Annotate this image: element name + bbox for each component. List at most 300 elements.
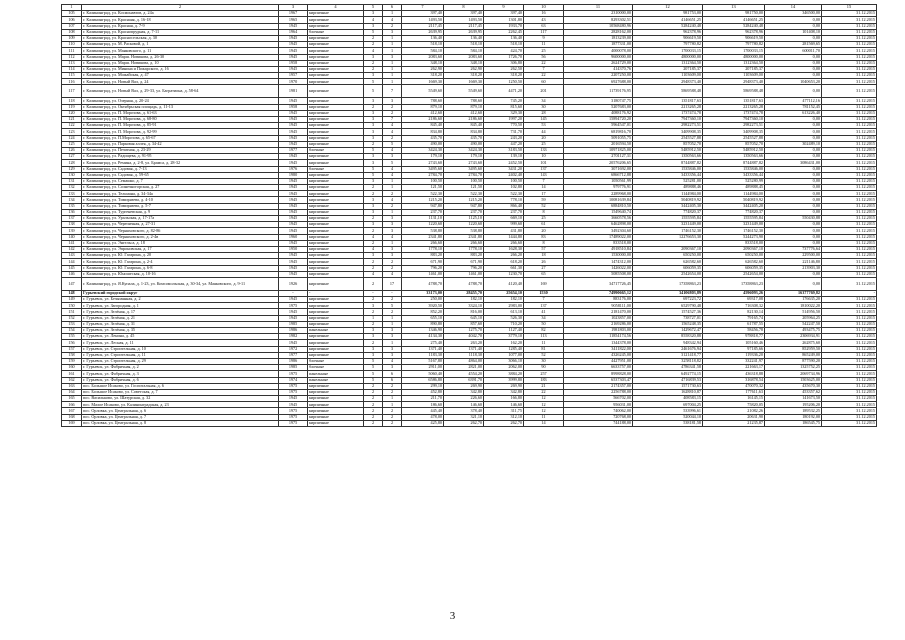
table-cell: 1975 (279, 371, 308, 377)
table-cell: 1 (383, 11, 402, 17)
table-cell: г. Калининград, ул. Черепичная, д. 27-31 (82, 222, 279, 228)
table-cell: 1970 (279, 79, 308, 85)
table-cell: 2701127,31 (564, 154, 633, 160)
table-cell: 2 (364, 321, 383, 327)
table-cell: 1285,40 (484, 346, 524, 352)
table-cell: 0,00 (765, 172, 822, 178)
table-cell: кирпичные (308, 303, 364, 309)
table-cell: 139,10 (484, 154, 524, 160)
table-cell: 981750,00 (703, 11, 765, 17)
table-cell: г. Калининград, ул. Можайская, д. 47 (82, 73, 279, 79)
table-cell: 3424,30 (402, 147, 444, 153)
table-cell: 262875,60 (765, 340, 822, 346)
table-cell: 12276653,30 (633, 234, 703, 240)
table-cell: 31.12.2015 (822, 383, 877, 389)
table-cell: 168 (62, 414, 82, 420)
table-cell: 470070,32 (703, 383, 765, 389)
table-cell: 1945 (279, 123, 308, 129)
table-cell: 8558320,88 (633, 334, 703, 340)
table-cell: 1746152,30 (633, 228, 703, 234)
table-cell: 237,70 (484, 209, 524, 215)
column-header: 3 (279, 5, 308, 11)
column-header: 5 (364, 5, 383, 11)
table-cell: 155 (62, 334, 82, 340)
table-cell: 1127,40 (484, 328, 524, 334)
table-cell: 4786341,58 (633, 365, 703, 371)
table-cell: кирпичные (308, 172, 364, 178)
table-cell: 114 (62, 66, 82, 72)
table-cell: 179,10 (444, 154, 484, 160)
table-cell: кирпичные (308, 246, 364, 252)
table-cell: 74990665,12 (564, 290, 633, 296)
housing-register-table (61, 4, 877, 427)
table-cell: 31.12.2015 (822, 60, 877, 66)
table-cell: 542247,50 (765, 321, 822, 327)
table-cell: 31.12.2015 (822, 408, 877, 414)
table-cell: 816,00 (444, 309, 484, 315)
table-cell: 514956,50 (765, 309, 822, 315)
table-cell: 22 (524, 389, 564, 395)
table-cell: 117 (524, 29, 564, 35)
table-cell: 788,60 (402, 98, 444, 104)
table-cell: 778,10 (484, 197, 524, 203)
table-cell: г. Калининград, ул. Печатная, д. 23-29 (82, 147, 279, 153)
page-number: 3 (449, 610, 456, 622)
table-cell: 4 (383, 172, 402, 178)
table-cell: 9058111,00 (564, 303, 633, 309)
table-cell: 31.12.2015 (822, 117, 877, 123)
column-header: 7 (402, 5, 444, 11)
table-cell: 1312364,50 (703, 60, 765, 66)
table-cell: 526,30 (484, 315, 524, 321)
table-cell: 5085508,00 (564, 271, 633, 277)
table-cell: г. Калининград, ул. Минина и Пожарского, д. 16 (82, 66, 279, 72)
table-cell: г. Гурьевск, ул. Зелёная, д. 17 (82, 309, 279, 315)
table-cell: 1945 (279, 222, 308, 228)
table-cell: 146,60 (444, 402, 484, 408)
table-cell: 115 (62, 73, 82, 79)
table-cell: 1986 (279, 358, 308, 364)
table-cell: 262,90 (444, 66, 484, 72)
table-cell: 146 (62, 271, 82, 277)
table-cell: кирпичные (308, 123, 364, 129)
table-cell: 1493,50 (402, 17, 444, 23)
table-cell: 125 (62, 141, 82, 147)
table-cell: г. Гурьевск, ул. Фабричная, д. 2 (82, 365, 279, 371)
table-cell: 1346,90 (402, 328, 444, 334)
table-cell: 144 (62, 259, 82, 265)
table-cell: 169 (62, 420, 82, 426)
table-cell: кирпичные (308, 73, 364, 79)
table-cell: 2 (364, 240, 383, 246)
table-cell: 1 (364, 315, 383, 321)
table-cell: 250,00 (402, 297, 444, 303)
table-cell: 10568480,96 (564, 23, 633, 29)
table-cell: 2 (364, 216, 383, 222)
table-cell: 3 (383, 253, 402, 259)
table-cell: 151 (62, 309, 82, 315)
table-cell: 321,10 (444, 414, 484, 420)
table-cell: 550430,88 (765, 216, 822, 222)
table-cell: 107 (62, 23, 82, 29)
table-cell: 100,50 (444, 178, 484, 184)
table-cell: 31.12.2015 (822, 402, 877, 408)
table-cell: 1945 (279, 141, 308, 147)
table-cell: 5 (364, 172, 383, 178)
table-cell: 3 (383, 216, 402, 222)
table-cell: 31.12.2015 (822, 222, 877, 228)
table-cell: 4 (383, 147, 402, 153)
table-cell: 14 (524, 185, 564, 191)
table-cell: 1 (383, 66, 402, 72)
table-cell: 3 (364, 346, 383, 352)
table-cell: 6 (383, 377, 402, 383)
table-cell: 4 (383, 197, 402, 203)
table-cell: г. Калининград, ул. Ремина, д. 2-8, ул. Брамса, д. 28-32 (82, 160, 279, 166)
table-cell: 3 (364, 253, 383, 259)
table-cell: 2174357,00 (564, 383, 633, 389)
table-cell: 2639,95 (402, 29, 444, 35)
table-cell: 0,00 (765, 35, 822, 41)
table-cell: 1945 (279, 259, 308, 265)
table-cell: 2 (364, 35, 383, 41)
table-cell: 1628810,87 (633, 389, 703, 395)
table-cell: 31.12.2015 (822, 135, 877, 141)
table-cell: 650250,00 (703, 253, 765, 259)
table-cell: 1371,40 (444, 346, 484, 352)
table-cell: 52 (524, 352, 564, 358)
table-cell: 105160,46 (703, 340, 765, 346)
table-cell: г. Гурьевск, ул. Строительная, д. 10 (82, 346, 279, 352)
table-cell: Гурьевский городской округ (82, 290, 279, 296)
table-cell: 2784,70 (402, 172, 444, 178)
table-cell: 16 (524, 11, 564, 17)
table-cell: 2 (383, 414, 402, 420)
table-cell: 138 (62, 222, 82, 228)
table-cell: кирпичные (308, 178, 364, 184)
table-cell: г. Калининград, ул. Садовая, д. 7-13 (82, 166, 279, 172)
table-cell: 140 (62, 234, 82, 240)
table-cell: 11 (524, 414, 564, 420)
table-cell: 176635,20 (765, 297, 822, 303)
table-cell: 11739176,95 (564, 85, 633, 98)
table-cell: - (308, 290, 364, 296)
table-cell: 431,80 (484, 228, 524, 234)
table-cell: 31.12.2015 (822, 259, 877, 265)
table-cell: 8293302,51 (564, 17, 633, 23)
table-cell: кирпичные (308, 209, 364, 215)
table-cell: 120 (62, 110, 82, 116)
table-cell: 213903,30 (765, 265, 822, 271)
table-cell: 8744887,82 (703, 160, 765, 166)
table-cell: 1985 (279, 365, 308, 371)
table-cell: 2256788,00 (564, 389, 633, 395)
column-header: 6 (383, 5, 402, 11)
table-cell: 2090367,10 (703, 246, 765, 252)
table-cell: 5 (364, 29, 383, 35)
table-cell: 3 (364, 197, 383, 203)
table-cell: кирпичные (308, 334, 364, 340)
table-cell: 97185,66 (703, 346, 765, 352)
table-cell: 731,70 (484, 129, 524, 135)
table-cell: 1426022,00 (564, 265, 633, 271)
table-cell: 1250,50 (484, 79, 524, 85)
table-cell: 2 (364, 414, 383, 420)
table-cell: 4326245,00 (564, 352, 633, 358)
table-cell: 883,20 (444, 253, 484, 259)
table-cell: 262,70 (444, 420, 484, 426)
table-cell: 877590,20 (765, 358, 822, 364)
table-cell: 10971825,00 (564, 147, 633, 153)
table-cell: 716308,32 (703, 303, 765, 309)
table-cell: 1945 (279, 98, 308, 104)
table-cell: пос. Орловка, ул. Центральная, д. 7 (82, 414, 279, 420)
table-cell: г. Калининград, ул. Радищева, д. 91-95 (82, 154, 279, 160)
table-cell: 150 (62, 303, 82, 309)
table-cell: 4042,70 (444, 334, 484, 340)
table-cell: 2310000,00 (564, 11, 633, 17)
table-cell: 31.12.2015 (822, 389, 877, 395)
table-cell: 31.12.2015 (822, 303, 877, 309)
table-cell: 1444,80 (484, 234, 524, 240)
table-cell: 136,40 (444, 35, 484, 41)
table-cell: 266,60 (484, 240, 524, 246)
table-cell: 31.12.2015 (822, 191, 877, 197)
table-cell: 31.12.2015 (822, 123, 877, 129)
column-header: 14 (765, 5, 822, 11)
table-cell: 4088176,92 (564, 110, 633, 116)
table-cell: 137 (524, 303, 564, 309)
table-cell: - (383, 290, 402, 296)
table-cell: 2828162,00 (564, 29, 633, 35)
table-cell: 4 (383, 358, 402, 364)
table-cell: 101 (524, 160, 564, 166)
table-cell: 1628,30 (484, 246, 524, 252)
table-cell: 3 (383, 54, 402, 60)
table-cell: 566702,00 (564, 396, 633, 402)
table-cell: 1945 (279, 42, 308, 48)
table-cell: 318,20 (444, 73, 484, 79)
table-cell: 2 (364, 66, 383, 72)
table-cell: 2 (383, 135, 402, 141)
table-cell: кирпичные (308, 277, 364, 290)
table-cell: 3231449,00 (703, 222, 765, 228)
table-cell: 108 (62, 29, 82, 35)
table-cell: 2784,70 (444, 172, 484, 178)
table-cell: 1958 (279, 60, 308, 66)
table-cell: 1350563,66 (703, 154, 765, 160)
table-cell: 342,80 (444, 389, 484, 395)
table-cell: блочные (308, 166, 364, 172)
table-cell: 5284240,48 (633, 23, 703, 29)
table-cell: 243,20 (484, 135, 524, 141)
table-cell: 3 (364, 334, 383, 340)
table-cell: кирпичные (308, 420, 364, 426)
table-cell: 31.12.2015 (822, 23, 877, 29)
table-cell: 3920,50 (402, 303, 444, 309)
table-cell: 5485912,50 (703, 147, 765, 153)
table-cell: 0,00 (765, 60, 822, 66)
table-cell: 2948373,40 (633, 79, 703, 85)
table-cell: 31.12.2015 (822, 85, 877, 98)
table-cell: 28455,70 (444, 290, 484, 296)
table-cell: 1945 (279, 178, 308, 184)
table-cell: 128 (62, 160, 82, 166)
table-cell: 1118,30 (444, 352, 484, 358)
table-cell: 2402,40 (484, 172, 524, 178)
table-cell: 2289968,00 (564, 191, 633, 197)
table-cell: 1945 (279, 154, 308, 160)
table-cell: 0,00 (765, 123, 822, 129)
table-cell: 518,10 (484, 42, 524, 48)
table-cell: 1571730,63 (633, 383, 703, 389)
table-cell: 132 (62, 185, 82, 191)
table-cell: 156 (62, 340, 82, 346)
table-cell: 136 (62, 209, 82, 215)
table-cell: 159 (62, 358, 82, 364)
table-cell: 110 (62, 42, 82, 48)
table-cell: 1 (383, 73, 402, 79)
table-cell: 796,20 (402, 265, 444, 271)
table-cell: 152 (62, 315, 82, 321)
table-cell: 1986 (279, 328, 308, 334)
table-cell: 1975 (279, 303, 308, 309)
table-cell: 3492304,60 (564, 228, 633, 234)
table-cell: 522,30 (484, 191, 524, 197)
table-cell: 7 (524, 66, 564, 72)
table-cell: 12 (524, 396, 564, 402)
table-cell: 645,10 (444, 315, 484, 321)
table-cell: 1275,70 (444, 328, 484, 334)
table-cell: 2743,60 (444, 160, 484, 166)
table-cell: 518,10 (402, 42, 444, 48)
table-cell: 2 (383, 191, 402, 197)
table-cell: 145 (62, 265, 82, 271)
table-cell: 3442405,20 (703, 203, 765, 209)
table-cell: 397,40 (444, 11, 484, 17)
table-cell: 2 (383, 389, 402, 395)
table-cell: 21082,26 (703, 408, 765, 414)
table-cell: 5284240,48 (703, 23, 765, 29)
table-cell: 3066,10 (484, 358, 524, 364)
table-cell: 31.12.2015 (822, 420, 877, 426)
table-cell: 883176,00 (564, 297, 633, 303)
table-cell: 2545527,88 (633, 135, 703, 141)
table-cell: г. Калининград, ул. Новый Вал, д. 29-33, ул. Багратиона, д. 58-64 (82, 85, 279, 98)
table-cell: 2083,60 (444, 54, 484, 60)
table-cell: 834,80 (402, 129, 444, 135)
table-cell: 316878,54 (703, 377, 765, 383)
table-cell: 1 (383, 35, 402, 41)
table-cell: 2169286,00 (564, 321, 633, 327)
table-cell: 1351817,63 (633, 98, 703, 104)
table-cell: 3779,10 (484, 334, 524, 340)
table-cell: 189532,25 (765, 408, 822, 414)
table-cell: 348,10 (402, 60, 444, 66)
table-cell: 650250,00 (633, 253, 703, 259)
table-cell: 1 (383, 240, 402, 246)
table-cell: 397,40 (484, 11, 524, 17)
table-cell: кирпичные (308, 48, 364, 54)
table-cell: 31.12.2015 (822, 147, 877, 153)
table-cell: 1877331,00 (564, 42, 633, 48)
table-cell: 6819816,70 (564, 129, 633, 135)
table-cell: 237,70 (444, 209, 484, 215)
table-cell: 852959,50 (765, 346, 822, 352)
table-cell: 266,60 (444, 240, 484, 246)
table-cell: 20631,90 (703, 414, 765, 420)
table-cell: кирпичные (308, 79, 364, 85)
table-cell: 6391,70 (444, 377, 484, 383)
table-cell: 1945 (279, 240, 308, 246)
table-cell: г. Калининград, ул. Марш. Новикова, д. 26-30 (82, 54, 279, 60)
table-cell: 16377769,82 (765, 290, 822, 296)
table-cell: 606059,35 (703, 265, 765, 271)
table-cell: 1926 (279, 277, 308, 290)
table-cell: 1945 (279, 135, 308, 141)
table-cell: панельные (308, 371, 364, 377)
table-cell: 5 (364, 85, 383, 98)
table-cell: 1 (383, 315, 402, 321)
table-cell: 31.12.2015 (822, 334, 877, 340)
table-cell: 4 (383, 17, 402, 23)
table-cell: 1945 (279, 110, 308, 116)
table-cell: 2083,60 (402, 54, 444, 60)
table-cell: 1778,10 (444, 246, 484, 252)
table-cell: 1220,60 (444, 222, 484, 228)
table-cell: 1312364,50 (633, 60, 703, 66)
table-cell: 100,50 (402, 178, 444, 184)
table-cell: 135 (62, 203, 82, 209)
table-cell: г. Калининград, ул. Краснопрудная, д. 7-11 (82, 29, 279, 35)
table-cell: 143 (62, 253, 82, 259)
table-cell: 0,00 (765, 73, 822, 79)
table-cell: 2341,80 (444, 234, 484, 240)
table-cell: 424,70 (484, 48, 524, 54)
table-cell: 31.12.2015 (822, 178, 877, 184)
table-cell: 613,10 (484, 309, 524, 315)
table-cell: 3 (364, 23, 383, 29)
table-cell: г. Калининград, ул. Черняховского, д. 82-86 (82, 228, 279, 234)
table-cell: 738727,01 (633, 315, 703, 321)
table-cell: 490,00 (444, 141, 484, 147)
table-cell: 879,10 (402, 104, 444, 110)
table-cell: 3 (364, 73, 383, 79)
table-cell: 2 (364, 389, 383, 395)
table-cell: 1945 (279, 216, 308, 222)
table-cell: 2461676,94 (633, 346, 703, 352)
table-cell: 31.12.2015 (822, 54, 877, 60)
table-cell: 163 (62, 383, 82, 389)
table-cell: 1945 (279, 297, 308, 303)
table-cell: 412,60 (444, 110, 484, 116)
table-cell: 4788,70 (444, 277, 484, 290)
table-cell: 1945 (279, 48, 308, 54)
table-cell: кирпичные (308, 104, 364, 110)
table-cell: 3 (383, 352, 402, 358)
table-cell: 7947360,10 (703, 117, 765, 123)
table-cell: 3 (364, 110, 383, 116)
table-cell: г. Гурьевск, ул. Лесная, д. 11 (82, 340, 279, 346)
table-cell: г. Калининград, ул. Марш. Новикова, д. 10 (82, 60, 279, 66)
table-cell: 0,00 (765, 85, 822, 98)
table-cell: 148 (62, 290, 82, 296)
table-cell: г. Калининград, ул. Я.Купала, д. 1-23, ул. Комсомольская, д. 30-34, ул. Маяковского, д. 9-11 (82, 277, 279, 290)
table-cell: 1125,10 (444, 216, 484, 222)
table-cell: 613226,40 (765, 110, 822, 116)
table-cell: 3 (383, 365, 402, 371)
table-cell: 1 (383, 340, 402, 346)
